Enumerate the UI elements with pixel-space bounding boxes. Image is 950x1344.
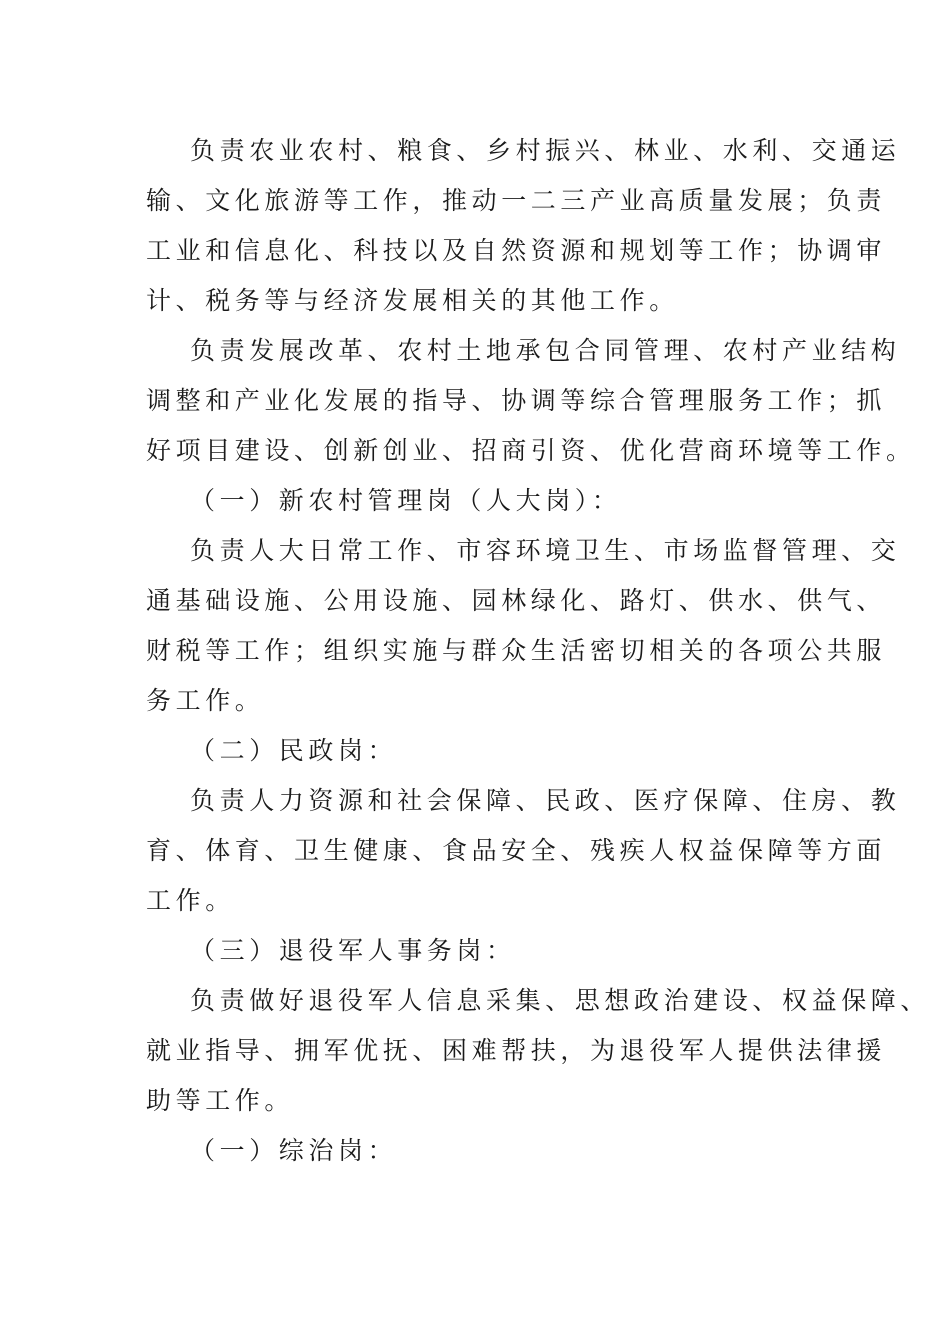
paragraph-5-line-1: 负责做好退役军人信息采集、思想政治建设、权益保障、: [190, 986, 931, 1015]
section-heading-2: （二）民政岗：: [190, 736, 398, 765]
paragraph-5-line-2: 就业指导、拥军优抚、困难帮扶，为退役军人提供法律援: [146, 1036, 887, 1065]
paragraph-2-line-2: 调整和产业化发展的指导、协调等综合管理服务工作；抓: [146, 386, 887, 415]
paragraph-3-line-1: 负责人大日常工作、市容环境卫生、市场监督管理、交: [190, 536, 901, 565]
paragraph-5-line-3: 助等工作。: [146, 1086, 295, 1115]
section-heading-1: （一）新农村管理岗（人大岗）：: [190, 486, 622, 515]
paragraph-2-line-3: 好项目建设、创新创业、招商引资、优化营商环境等工作。: [146, 436, 916, 465]
paragraph-3-line-2: 通基础设施、公用设施、园林绿化、路灯、供水、供气、: [146, 586, 887, 615]
section-heading-4: （一）综治岗：: [190, 1136, 398, 1165]
section-heading-3: （三）退役军人事务岗：: [190, 936, 516, 965]
paragraph-4-line-1: 负责人力资源和社会保障、民政、医疗保障、住房、教: [190, 786, 901, 815]
paragraph-4-line-3: 工作。: [146, 886, 235, 915]
paragraph-1-line-2: 输、文化旅游等工作，推动一二三产业高质量发展；负责: [146, 186, 887, 215]
paragraph-2-line-1: 负责发展改革、农村土地承包合同管理、农村产业结构: [190, 336, 901, 365]
paragraph-1-line-3: 工业和信息化、科技以及自然资源和规划等工作；协调审: [146, 236, 887, 265]
paragraph-3-line-4: 务工作。: [146, 686, 265, 715]
paragraph-1-line-4: 计、税务等与经济发展相关的其他工作。: [146, 286, 679, 315]
paragraph-3-line-3: 财税等工作；组织实施与群众生活密切相关的各项公共服: [146, 636, 887, 665]
paragraph-1-line-1: 负责农业农村、粮食、乡村振兴、林业、水利、交通运: [190, 136, 901, 165]
paragraph-4-line-2: 育、体育、卫生健康、食品安全、残疾人权益保障等方面: [146, 836, 887, 865]
